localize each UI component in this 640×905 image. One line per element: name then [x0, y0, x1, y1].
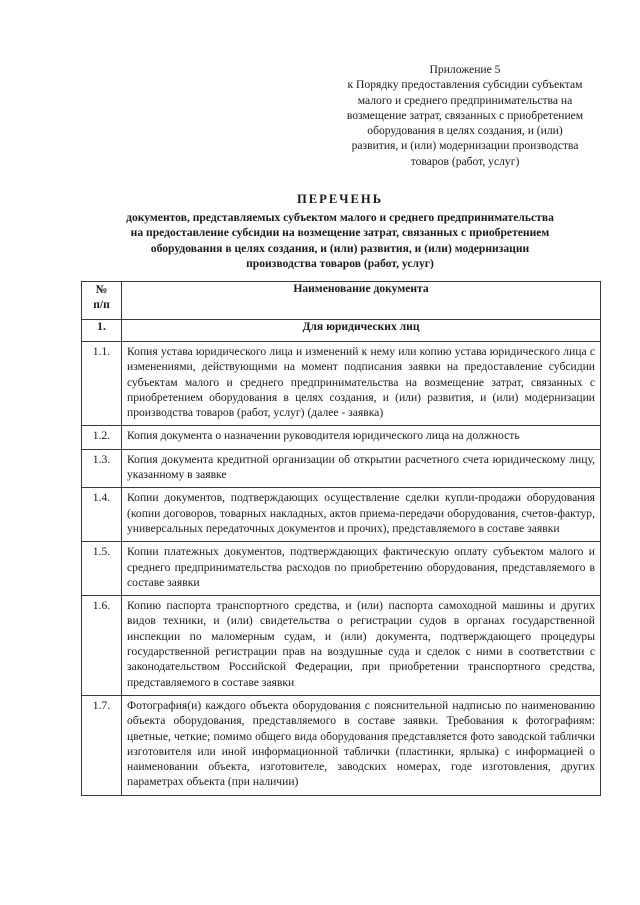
- row-number: 1.5.: [82, 542, 122, 596]
- table-row: [82, 426, 601, 449]
- document-subtitle-line: производства товаров (работ, услуг): [246, 256, 434, 270]
- header-name-cell: Наименование документа: [122, 282, 601, 320]
- table-row: [82, 488, 601, 542]
- row-number: 1.4.: [82, 488, 122, 542]
- appendix-line: развития, и (или) модернизации производства: [351, 139, 579, 153]
- section-row: [82, 320, 601, 342]
- row-text: Копии документов, подтверждающих осуществление сделки купли-продажи оборудования (копии договоров, товарных накладных, актов приема-передачи оборудования, счетов-фактур, универсальных передаточных документов и прочих), представляемого в составе заявки: [122, 488, 601, 542]
- row-text: Фотография(и) каждого объекта оборудования с пояснительной надписью по наименованию объекта оборудования, представляемого в составе заявки. Требования к фотографиям: цветные, четкие; помимо общего вида оборудования представляется фото заводской таблички изготовителя или иной информационной таблички (пластинки, ярлыка) с информацией о наименовании объекта, изготовителе, заводских номерах, годе изготовления, других параметрах объекта (при наличии): [122, 695, 601, 795]
- row-text: Копия документа о назначении руководителя юридического лица на должность: [122, 426, 601, 449]
- table-row: [82, 695, 601, 795]
- section-number: 1.: [82, 320, 122, 342]
- document-subtitle-line: оборудования в целях создания, и (или) развития, и (или) модернизации: [150, 241, 530, 255]
- table-row: [82, 542, 601, 596]
- document-title: ПЕРЕЧЕНЬ: [296, 192, 384, 206]
- header-number-cell: [82, 282, 122, 320]
- row-text: Копии платежных документов, подтверждающих фактическую оплату субъектом малого и среднего предпринимательства расходов по приобретению оборудования, представляемого в составе заявки: [122, 542, 601, 596]
- document-subtitle-line: на предоставление субсидии на возмещение затрат, связанных с приобретением: [130, 226, 550, 240]
- appendix-line: возмещение затрат, связанных с приобретением: [346, 108, 584, 122]
- appendix-block: [330, 62, 600, 169]
- row-text: Копию паспорта транспортного средства, и (или) паспорта самоходной машины и других видов техники, и (или) свидетельства о регистрации судов в органах государственной инспекции по маломерным судам, и (или) документа, подтверждающего процедуры государственной регистрации прав на воздушные суда и сделок с ними в соответствии с законодательством Российской Федерации, при приобретении транспортного средства, представляемого в составе заявки: [122, 596, 601, 696]
- appendix-line: Приложение 5: [429, 63, 501, 76]
- header-number-line2: п/п: [93, 298, 110, 311]
- row-number: 1.2.: [82, 426, 122, 449]
- documents-table: [81, 281, 601, 796]
- appendix-line: к Порядку предоставления субсидии субъектам: [347, 78, 583, 92]
- row-number: 1.6.: [82, 596, 122, 696]
- table-row: [82, 449, 601, 488]
- appendix-line: оборудования в целях создания, и (или): [367, 124, 563, 138]
- row-number: 1.7.: [82, 695, 122, 795]
- row-number: 1.1.: [82, 342, 122, 426]
- row-text: Копия устава юридического лица и изменений к нему или копию устава юридического лица с изменениями, действующими на момент подписания заявки на предоставление субсидии субъектам малого и среднего предпринимательства на возмещение затрат, связанных с приобретением оборудования в целях создания, и (или) развития, и (или) модернизации производства товаров (работ, услуг) (далее - заявка): [122, 342, 601, 426]
- appendix-line: товаров (работ, услуг): [410, 154, 520, 168]
- header-number-line1: №: [95, 283, 108, 296]
- document-subtitle-line: документов, представляемых субъектом малого и среднего предпринимательства: [126, 211, 554, 224]
- row-text: Копия документа кредитной организации об открытии расчетного счета юридическому лицу, указанному в заявке: [122, 449, 601, 488]
- table-header-row: [82, 282, 601, 320]
- document-heading: [80, 191, 600, 271]
- appendix-line: малого и среднего предпринимательства на: [357, 93, 573, 107]
- row-number: 1.3.: [82, 449, 122, 488]
- section-title: Для юридических лиц: [122, 320, 601, 342]
- table-row: [82, 342, 601, 426]
- table-row: [82, 596, 601, 696]
